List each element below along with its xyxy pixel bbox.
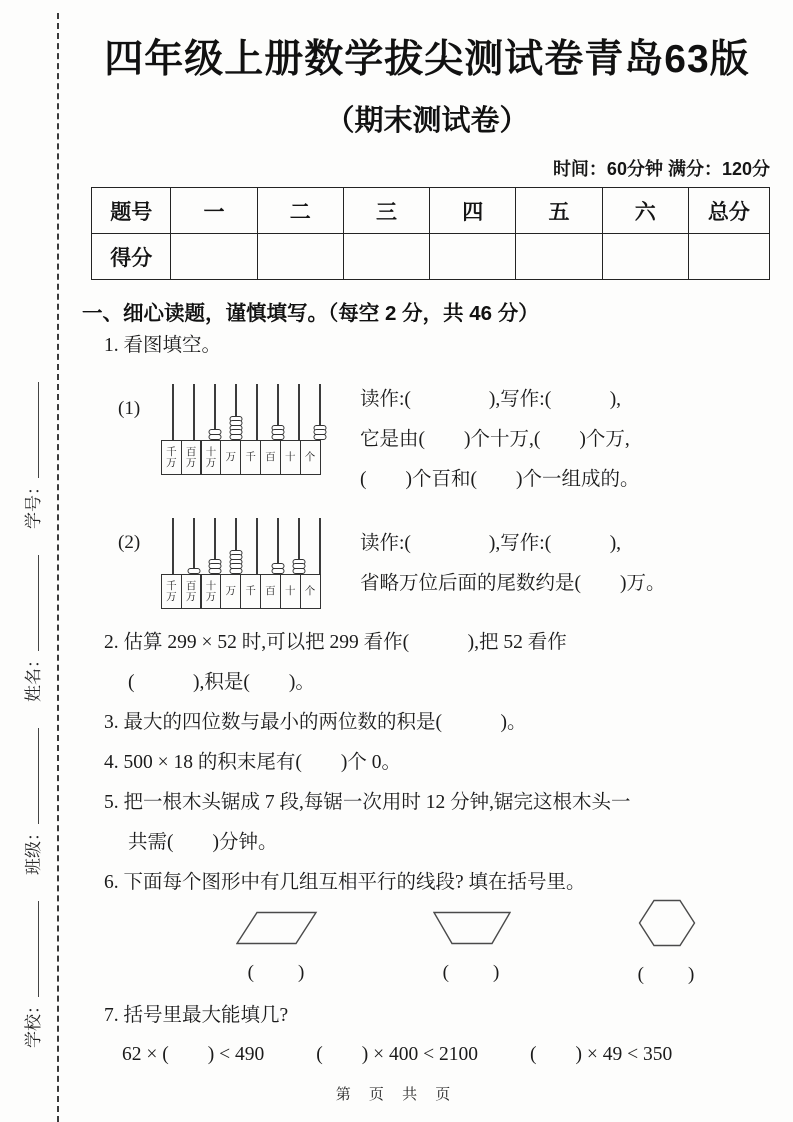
name-label: 姓名： bbox=[24, 651, 43, 702]
item-2-label: (2) bbox=[118, 532, 141, 553]
place-value-label: 千万 bbox=[161, 440, 182, 475]
column-total: 总分 bbox=[688, 188, 769, 234]
exam-paper bbox=[82, 0, 772, 1072]
trapezoid-figure bbox=[407, 911, 537, 986]
question-5-line2: 共需( )分钟。 bbox=[128, 832, 278, 853]
place-value-label: 百 bbox=[260, 574, 281, 609]
score-cell bbox=[602, 234, 688, 280]
abacus-bead bbox=[187, 568, 200, 574]
hexagon-figure bbox=[602, 911, 732, 986]
score-cell bbox=[430, 234, 516, 280]
score-label: 得分 bbox=[92, 234, 171, 280]
trapezoid-shape bbox=[433, 911, 511, 945]
q1-item2-line1: 读作:( ),写作:( ), bbox=[360, 533, 622, 554]
abacus-rod bbox=[288, 384, 309, 440]
place-value-label: 千 bbox=[240, 574, 261, 609]
question-1-item-2 bbox=[118, 514, 772, 609]
score-table-score-row bbox=[92, 234, 770, 280]
abacus-bead bbox=[229, 434, 242, 440]
student-number-blank-line bbox=[38, 382, 39, 478]
class-blank-line bbox=[38, 728, 39, 824]
place-value-label: 个 bbox=[300, 440, 321, 475]
question-2-line2: ( ),积是( )。 bbox=[128, 672, 315, 693]
abacus-rod bbox=[162, 518, 183, 574]
abacus-rod bbox=[162, 384, 183, 440]
name-field bbox=[19, 555, 44, 702]
column-three: 三 bbox=[343, 188, 429, 234]
column-one: 一 bbox=[171, 188, 257, 234]
score-cell bbox=[343, 234, 429, 280]
school-blank-line bbox=[38, 901, 39, 997]
abacus-bead bbox=[313, 434, 326, 440]
place-value-label: 百万 bbox=[181, 574, 202, 609]
answer-bracket: ( ) bbox=[247, 962, 307, 983]
abacus-1 bbox=[162, 384, 330, 475]
abacus-rod bbox=[183, 518, 204, 574]
place-value-label: 十万 bbox=[200, 440, 221, 475]
q7-expression-2: ( ) × 400 < 2100 bbox=[316, 1044, 478, 1065]
q7-expression-3: ( ) × 49 < 350 bbox=[529, 1044, 673, 1065]
item-1-label: (1) bbox=[118, 398, 141, 419]
score-cell bbox=[688, 234, 769, 280]
abacus-2 bbox=[162, 518, 330, 609]
place-value-label: 万 bbox=[220, 574, 241, 609]
student-number-label: 学号： bbox=[24, 478, 43, 529]
name-blank-line bbox=[38, 555, 39, 651]
question-1: 1. 看图填空。 bbox=[104, 335, 222, 356]
abacus-rod bbox=[309, 518, 330, 574]
answer-bracket: ( ) bbox=[442, 962, 502, 983]
question-5-line1: 5. 把一根木头锯成 7 段,每锯一次用时 12 分钟,锯完这根木头一 bbox=[104, 792, 631, 813]
binding-fold-dashed-line bbox=[57, 13, 59, 1122]
class-label: 班级： bbox=[24, 824, 43, 875]
abacus-rods bbox=[162, 518, 330, 574]
abacus-rod bbox=[204, 384, 225, 440]
abacus-rod bbox=[288, 518, 309, 574]
place-value-label: 个 bbox=[300, 574, 321, 609]
abacus-bead bbox=[271, 434, 284, 440]
score-cell bbox=[171, 234, 257, 280]
place-value-label: 千万 bbox=[161, 574, 182, 609]
place-value-label: 十万 bbox=[200, 574, 221, 609]
column-six: 六 bbox=[602, 188, 688, 234]
class-field bbox=[19, 728, 44, 875]
abacus-rod bbox=[267, 384, 288, 440]
question-3: 3. 最大的四位数与最小的两位数的积是( )。 bbox=[104, 712, 527, 733]
school-field bbox=[19, 901, 44, 1048]
student-number-field bbox=[19, 382, 44, 529]
abacus-rod bbox=[225, 518, 246, 574]
abacus-rod bbox=[225, 384, 246, 440]
score-cell bbox=[257, 234, 343, 280]
question-6: 6. 下面每个图形中有几组互相平行的线段? 填在括号里。 bbox=[104, 872, 586, 893]
place-value-label: 百 bbox=[260, 440, 281, 475]
abacus-rod bbox=[204, 518, 225, 574]
abacus-bead bbox=[208, 568, 221, 574]
hexagon-shape bbox=[638, 899, 696, 947]
q1-item2-line2: 省略万位后面的尾数约是( )万。 bbox=[360, 573, 666, 594]
column-two: 二 bbox=[257, 188, 343, 234]
place-value-label: 百万 bbox=[181, 440, 202, 475]
abacus-place-labels bbox=[162, 574, 330, 609]
question-number-label: 题号 bbox=[92, 188, 171, 234]
q1-item1-line2: 它是由( )个十万,( )个万, bbox=[360, 429, 630, 450]
q1-item1-line1: 读作:( ),写作:( ), bbox=[360, 389, 622, 410]
school-label: 学校： bbox=[24, 997, 43, 1048]
abacus-bead bbox=[229, 568, 242, 574]
question-6-shapes bbox=[212, 911, 732, 986]
section-one-heading: 一、细心读题，谨慎填写。（每空 2 分，共 46 分） bbox=[82, 302, 539, 325]
abacus-bead bbox=[292, 568, 305, 574]
student-info-strip bbox=[8, 73, 44, 1048]
page-subtitle: （期末测试卷） bbox=[325, 105, 529, 137]
place-value-label: 千 bbox=[240, 440, 261, 475]
question-2-line1: 2. 估算 299 × 52 时,可以把 299 看作( ),把 52 看作 bbox=[104, 632, 567, 653]
page-title: 四年级上册数学拔尖测试卷青岛63版 bbox=[104, 38, 750, 81]
abacus-rod bbox=[309, 384, 330, 440]
abacus-bead bbox=[208, 434, 221, 440]
place-value-label: 十 bbox=[280, 574, 301, 609]
page-footer: 第 页 共 页 bbox=[335, 1086, 458, 1103]
score-table bbox=[91, 187, 770, 280]
question-7-expressions bbox=[122, 1038, 772, 1072]
question-4: 4. 500 × 18 的积末尾有( )个 0。 bbox=[104, 752, 401, 773]
abacus-bead bbox=[271, 568, 284, 574]
place-value-label: 十 bbox=[280, 440, 301, 475]
answer-bracket: ( ) bbox=[637, 964, 697, 985]
time-score-meta: 时间：60分钟 满分：120分 bbox=[552, 159, 770, 179]
abacus-rods bbox=[162, 384, 330, 440]
question-1-item-1 bbox=[118, 380, 772, 500]
parallelogram-figure bbox=[212, 911, 342, 986]
q7-expression-1: 62 × ( ) < 490 bbox=[122, 1044, 265, 1065]
question-7: 7. 括号里最大能填几? bbox=[104, 1005, 289, 1026]
parallelogram-shape bbox=[236, 911, 318, 945]
q1-item1-line3: ( )个百和( )个一组成的。 bbox=[360, 469, 640, 490]
abacus-rod bbox=[246, 518, 267, 574]
score-cell bbox=[516, 234, 602, 280]
column-five: 五 bbox=[516, 188, 602, 234]
score-table-header-row bbox=[92, 188, 770, 234]
abacus-rod bbox=[246, 384, 267, 440]
abacus-place-labels bbox=[162, 440, 330, 475]
place-value-label: 万 bbox=[220, 440, 241, 475]
column-four: 四 bbox=[430, 188, 516, 234]
abacus-rod bbox=[183, 384, 204, 440]
abacus-rod bbox=[267, 518, 288, 574]
